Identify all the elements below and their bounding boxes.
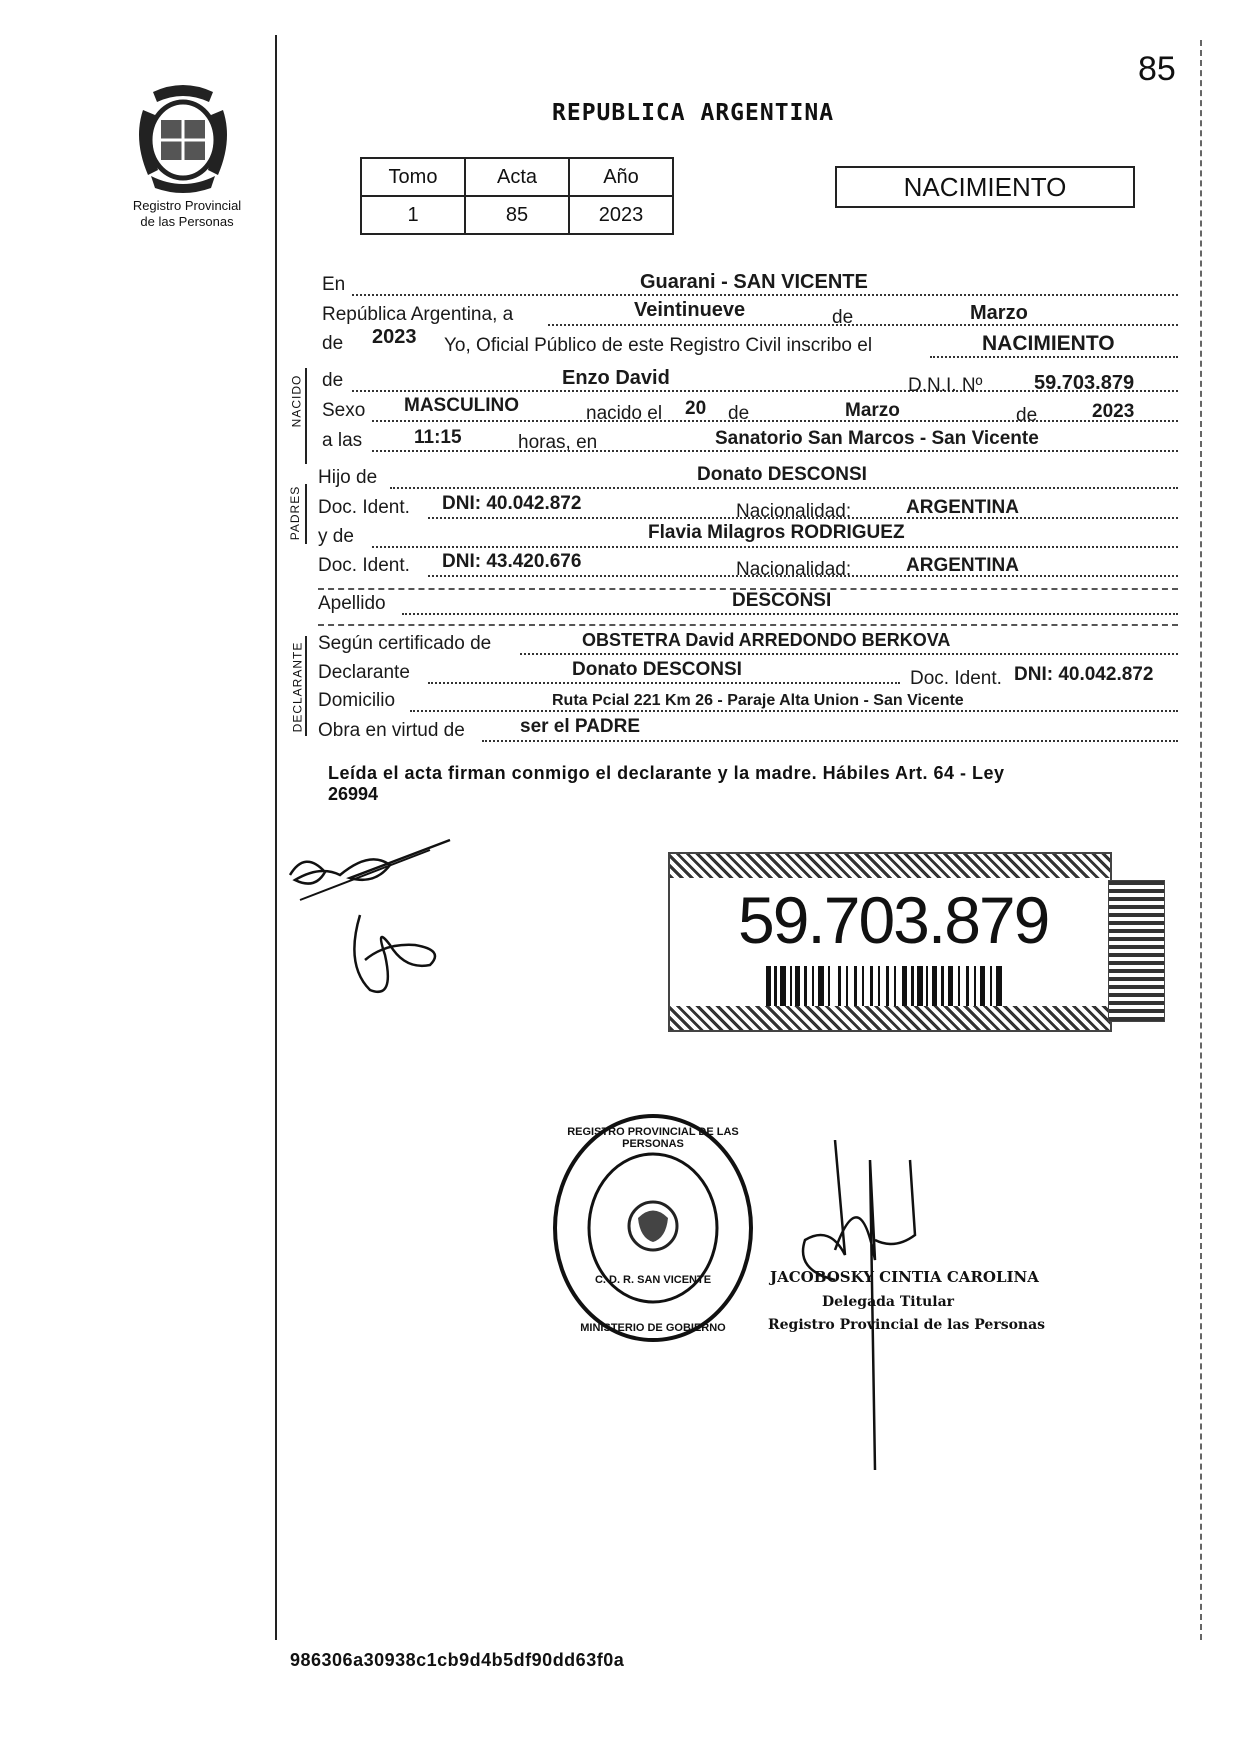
declarante-bracket (305, 636, 307, 736)
certifier-value: OBSTETRA David ARREDONDO BERKOVA (582, 630, 951, 650)
dots-row14 (410, 710, 1178, 712)
record-type-box: NACIMIENTO (835, 166, 1135, 208)
label-y-de: y de (318, 526, 354, 547)
label-republica: República Argentina, a (322, 304, 514, 325)
child-name: Enzo David (562, 367, 670, 389)
dots-row1 (352, 294, 1178, 296)
birth-time: 11:15 (414, 427, 462, 448)
day-value: Veintinueve (634, 299, 746, 321)
address-value: Ruta Pcial 221 Km 26 - Paraje Alta Union - San Vicente (552, 692, 964, 709)
label-sexo: Sexo (322, 400, 366, 421)
record-table (360, 157, 674, 235)
header-tomo: Tomo (361, 158, 465, 196)
label-de-1: de (832, 307, 854, 328)
label-nacionalidad-1: Nacionalidad: (736, 501, 852, 522)
value-ano: 2023 (569, 196, 673, 234)
nacido-bracket (305, 368, 307, 464)
dots-row2 (548, 324, 1178, 326)
label-nacido-el: nacido el (586, 403, 663, 424)
label-en: En (322, 274, 346, 295)
label-a-las: a las (322, 430, 363, 451)
guilloche-top (670, 854, 1110, 878)
stamp-ring-text: REGISTRO PROVINCIAL DE LAS PERSONAS (567, 1126, 739, 1150)
dots-row7 (390, 487, 1178, 489)
label-dni: D.N.I. Nº (908, 375, 983, 396)
document-hash: 986306a30938c1cb9d4b5df90dd63f0a (290, 1650, 625, 1670)
header-acta: Acta (465, 158, 569, 196)
label-de-3: de (728, 403, 750, 424)
label-doc-ident-1: Doc. Ident. (318, 497, 410, 518)
stamp-bottom-text: MINISTERIO DE GOBIERNO (580, 1322, 726, 1334)
section-label-padres: PADRES (288, 485, 303, 541)
birth-year: 2023 (1092, 401, 1135, 422)
declarant-doc: DNI: 40.042.872 (1014, 664, 1154, 685)
padres-bracket (305, 484, 307, 544)
mother-nationality: ARGENTINA (906, 555, 1019, 576)
record-type-written: NACIMIENTO (982, 332, 1115, 355)
surname-value: DESCONSI (732, 590, 832, 611)
label-nacionalidad-2: Nacionalidad: (736, 559, 852, 580)
logo-caption-line2: de las Personas (140, 214, 234, 229)
section-label-declarante: DECLARANTE (290, 641, 305, 733)
official-office: Registro Provincial de las Personas (768, 1317, 1046, 1333)
capacity-value: ser el PADRE (520, 716, 641, 737)
label-de-name: de (322, 370, 344, 391)
sticker-security-strip (1108, 880, 1165, 1022)
declarant-value: Donato DESCONSI (572, 659, 742, 680)
mother-signature (335, 905, 455, 1005)
stamp-inner-text: C. D. R. SAN VICENTE (594, 1274, 712, 1286)
label-oficial: Yo, Oficial Público de este Registro Civil inscribo el (444, 335, 873, 356)
header-ano: Año (569, 158, 673, 196)
label-doc-ident-3: Doc. Ident. (910, 668, 1002, 689)
label-horas-en: horas, en (518, 432, 598, 453)
label-doc-ident-2: Doc. Ident. (318, 555, 410, 576)
closing-line-1: Leída el acta firman conmigo el declarante y la madre. Hábiles Art. 64 - Ley (328, 763, 1005, 783)
declarant-signature (280, 830, 460, 910)
birth-month: Marzo (845, 400, 900, 421)
dots-row13 (428, 682, 900, 684)
country-heading: REPUBLICA ARGENTINA (552, 100, 835, 126)
child-dni: 59.703.879 (1034, 372, 1135, 394)
birth-day: 20 (685, 398, 707, 419)
label-domicilio: Domicilio (318, 690, 396, 711)
birth-place: Sanatorio San Marcos - San Vicente (715, 428, 1039, 449)
official-name: JACOBOSKY CINTIA CAROLINA (770, 1268, 1039, 1286)
label-obra: Obra en virtud de (318, 720, 465, 741)
dots-row15 (482, 740, 1178, 742)
sex-value: MASCULINO (404, 395, 520, 416)
dots-row3 (930, 356, 1178, 358)
mother-name: Flavia Milagros RODRIGUEZ (648, 522, 905, 543)
mother-doc: DNI: 43.420.676 (442, 551, 582, 572)
barcode-number: 59.703.879 (738, 883, 1049, 957)
father-nationality: ARGENTINA (906, 497, 1019, 518)
right-margin-rule (1200, 40, 1202, 1640)
father-name: Donato DESCONSI (697, 464, 867, 485)
record-table-value-row (361, 196, 673, 234)
logo-caption-line1: Registro Provincial (132, 198, 242, 213)
dots-row12 (520, 653, 1178, 655)
year-value: 2023 (372, 326, 417, 348)
label-declarante: Declarante (318, 662, 410, 683)
page-number: 85 (1138, 50, 1176, 88)
id-barcode-sticker (668, 852, 1112, 1032)
dots-row5 (372, 420, 1178, 422)
official-signature (775, 1140, 975, 1480)
separator-2 (318, 624, 1178, 626)
month-value: Marzo (970, 302, 1028, 324)
label-certificado: Según certificado de (318, 633, 492, 654)
left-margin-rule (275, 35, 277, 1640)
value-tomo: 1 (361, 196, 465, 234)
label-de-2: de (322, 333, 344, 354)
value-acta: 85 (465, 196, 569, 234)
label-hijo-de: Hijo de (318, 467, 378, 488)
barcode-bars (766, 966, 1016, 1006)
provincial-registry-logo (123, 80, 243, 195)
place-value: Guarani - SAN VICENTE (640, 271, 868, 293)
dots-row6 (372, 450, 1178, 452)
official-title: Delegada Titular (822, 1294, 955, 1310)
record-table-header-row (361, 158, 673, 196)
label-de-4: de (1016, 405, 1038, 426)
dots-row11 (402, 613, 1178, 615)
label-apellido: Apellido (318, 593, 386, 614)
section-label-nacido: NACIDO (289, 374, 304, 428)
father-doc: DNI: 40.042.872 (442, 493, 582, 514)
guilloche-bottom (670, 1006, 1110, 1030)
closing-line-2: 26994 (328, 784, 379, 804)
dots-row9 (372, 546, 1178, 548)
